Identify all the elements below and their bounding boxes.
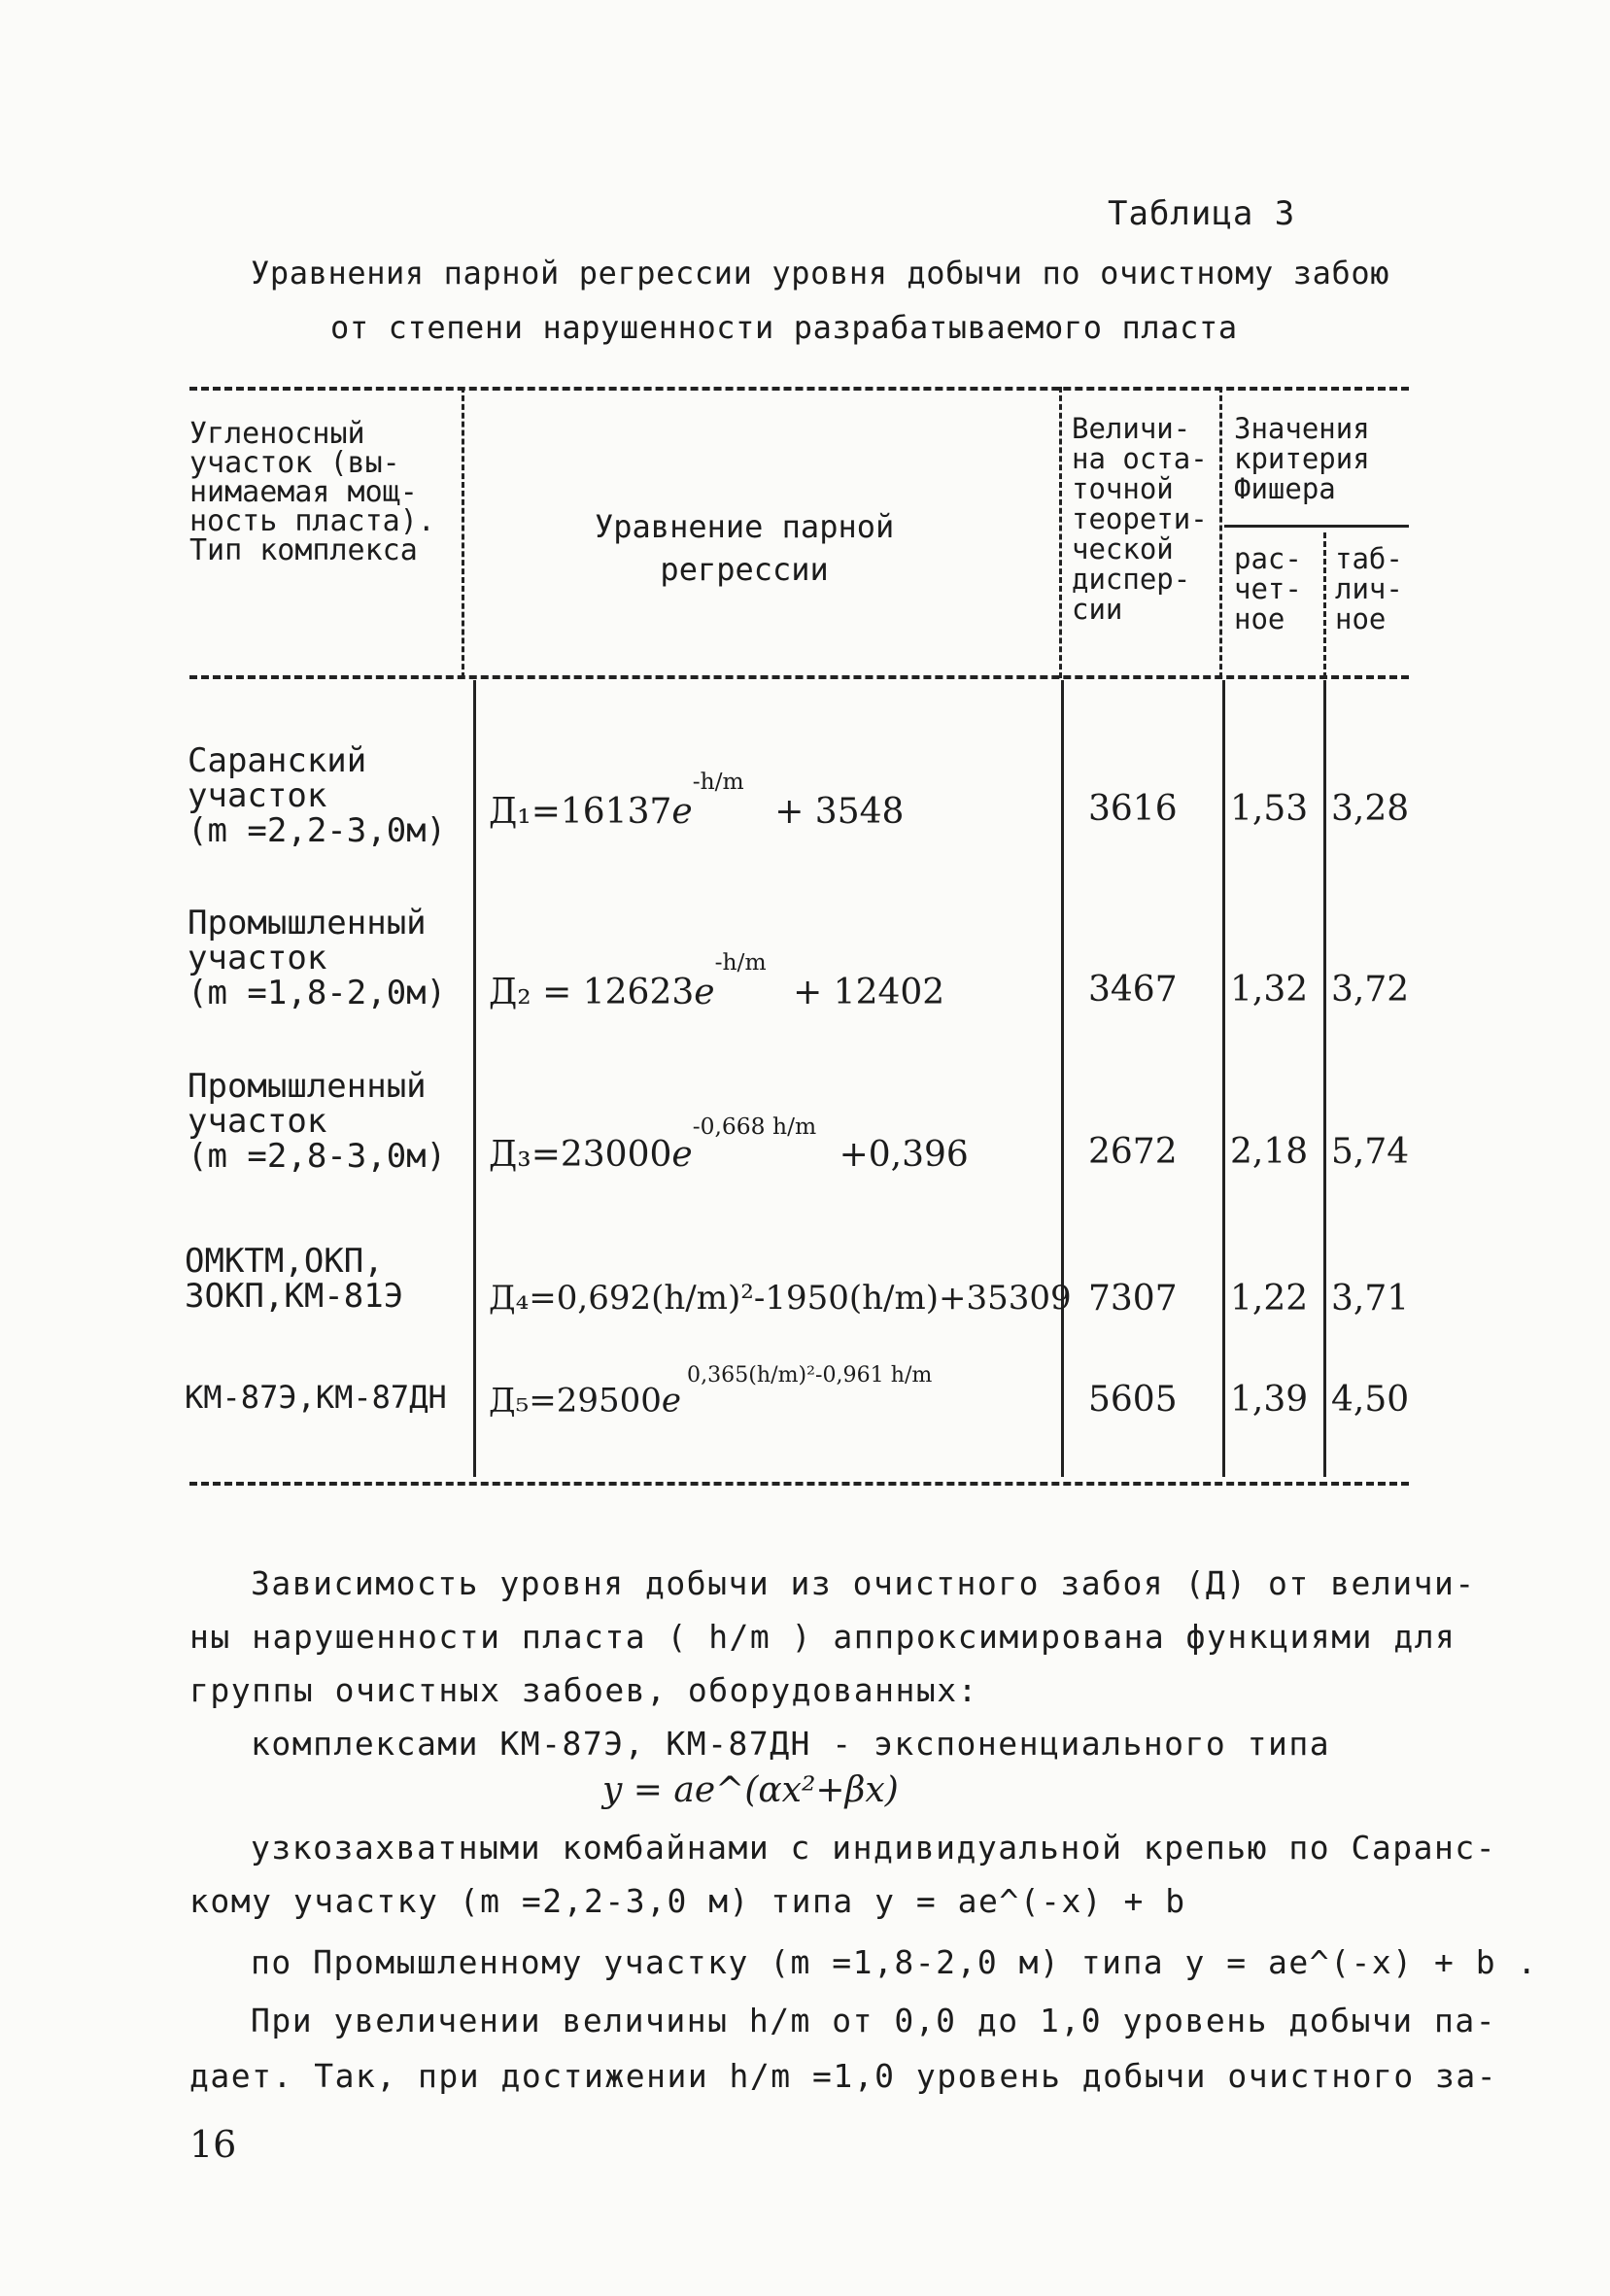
table-bottom-rule (189, 1482, 1409, 1486)
table-title-line2: от степени нарушенности разрабатываемого пласта (330, 309, 1238, 346)
header-bottom-rule (189, 675, 1409, 679)
paragraph-1-line2: ны нарушенности пласта ( h/m ) аппроксимирована функциями для (189, 1618, 1456, 1656)
row3-site: Промышленный участок (m =2,8-3,0м) (188, 1067, 447, 1176)
col-divider-2-header (1059, 387, 1062, 678)
row2-site: Промышленный участок (m =1,8-2,0м) (188, 904, 447, 1012)
row3-f-calc: 2,18 (1230, 1132, 1309, 1172)
row3-f-table: 5,74 (1331, 1132, 1410, 1172)
formula-exponential: y = ae^(αx²+βx) (602, 1770, 899, 1810)
col-divider-3-header (1219, 387, 1222, 678)
paragraph-4: по Промышленному участку (m =1,8-2,0 м) типа y = ae^(-x) + b . (251, 1943, 1538, 1981)
col-divider-2 (1061, 680, 1064, 1477)
header-site: Угленосный участок (вы- нимаемая мощ- ность пласта). Тип комплекса (189, 417, 435, 567)
paragraph-2: комплексами КМ-87Э, КМ-87ДН - экспоненциального типа (251, 1725, 1331, 1763)
row5-equation: $Д_5=29500e^{0,365(h/m)^2-0,961 h/m}$ (489, 1362, 933, 1421)
table-title-line1: Уравнения парной регрессии уровня добычи по очистному забою (251, 255, 1390, 291)
row4-variance: 7307 (1088, 1279, 1178, 1319)
row3-variance: 2672 (1088, 1132, 1178, 1172)
paragraph-1-line3: группы очистных забоев, оборудованных: (189, 1671, 978, 1709)
row4-f-calc: 1,22 (1230, 1279, 1309, 1319)
header-fisher-calc: рас- чет- ное (1234, 542, 1302, 635)
row1-f-table: 3,28 (1331, 789, 1410, 829)
row2-f-calc: 1,32 (1230, 970, 1309, 1010)
row3-equation: $Д_3=23000e^{-0,668 h/m} +0,396$ (489, 1113, 969, 1175)
row4-equation: Д₄=0,692(h/m)²-1950(h/m)+35309 (489, 1279, 1072, 1318)
header-fisher-table: таб- лич- ное (1335, 542, 1403, 635)
row5-site: КМ-87Э,КМ-87ДН (185, 1379, 447, 1416)
row1-site: Саранский участок (m =2,2-3,0м) (188, 741, 447, 850)
row5-f-table: 4,50 (1331, 1380, 1410, 1420)
row2-f-table: 3,72 (1331, 970, 1410, 1010)
col-divider-4-header (1323, 532, 1326, 678)
paragraph-3-line2: кому участку (m =2,2-3,0 м) типа y = ae^(-x) + b (189, 1882, 1186, 1920)
row1-equation: $Д_1=16137e^{-h/m} + 3548$ (489, 768, 905, 832)
row5-variance: 5605 (1088, 1380, 1178, 1420)
paragraph-5-line2: дает. Так, при достижении h/m =1,0 уровень добычи очистного за- (189, 2057, 1498, 2095)
header-equation: Уравнение парной регрессии (595, 508, 895, 588)
col-divider-1-header (462, 387, 464, 678)
paragraph-1-line1: Зависимость уровня добычи из очистного забоя (Д) от величи- (251, 1564, 1476, 1602)
row1-variance: 3616 (1088, 789, 1178, 829)
paragraph-5-line1: При увеличении величины h/m от 0,0 до 1,0 уровень добычи па- (251, 2002, 1497, 2039)
fisher-subheader-rule (1224, 525, 1409, 528)
row2-equation: $Д_2 = 12623e^{-h/m} + 12402$ (489, 948, 945, 1012)
row4-f-table: 3,71 (1331, 1279, 1410, 1319)
col-divider-3 (1222, 680, 1225, 1477)
table-label: Таблица 3 (1108, 194, 1296, 233)
row2-variance: 3467 (1088, 970, 1178, 1010)
col-divider-4 (1323, 680, 1326, 1477)
row5-f-calc: 1,39 (1230, 1380, 1309, 1420)
table-top-rule (189, 387, 1409, 391)
col-divider-1 (473, 680, 476, 1477)
page-number: 16 (189, 2123, 237, 2166)
header-fisher: Значения критерия Фишера (1234, 412, 1370, 505)
row1-f-calc: 1,53 (1230, 789, 1309, 829)
row4-site: ОМКТМ,ОКП, 3ОКП,КМ-81Э (185, 1242, 404, 1316)
paragraph-3-line1: узкозахватными комбайнами с индивидуальной крепью по Саранс- (251, 1829, 1497, 1867)
header-variance: Величи- на оста- точной теорети- ческой диспер- сии (1072, 412, 1208, 626)
